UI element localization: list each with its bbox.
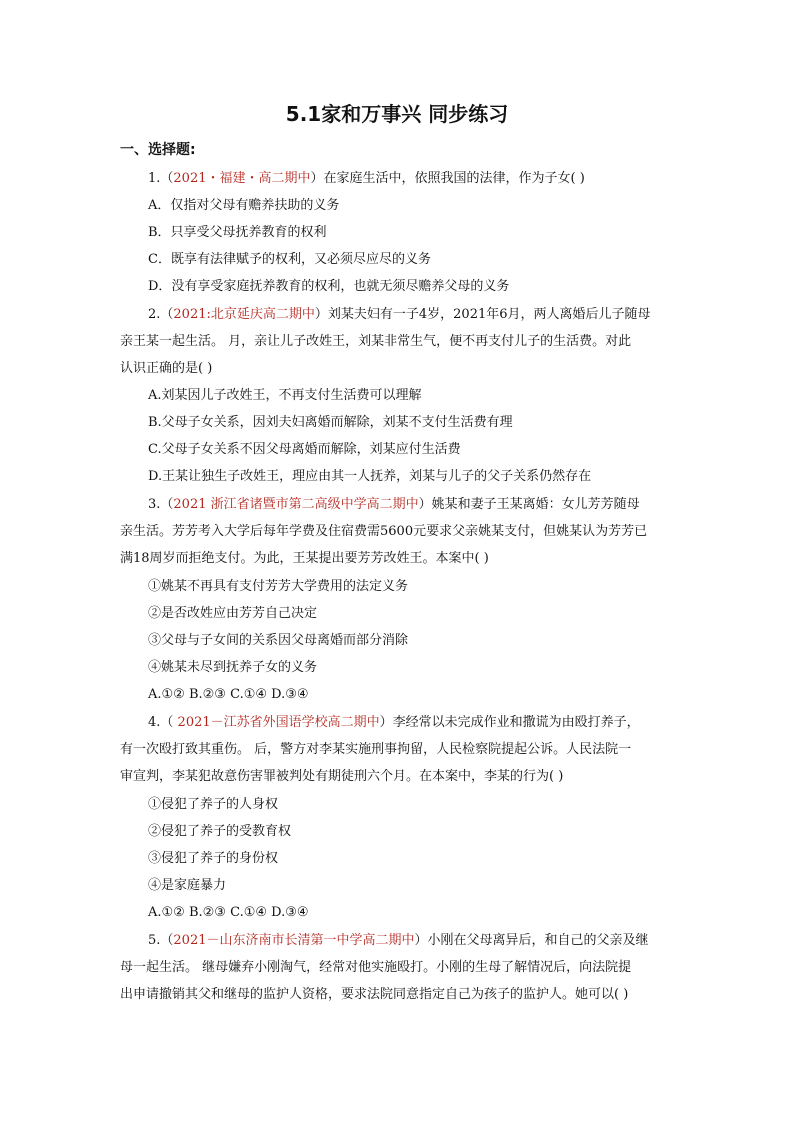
question-3-stem-cont: 满18周岁而拒绝支付。为此，王某提出要芳芳改姓王。本案中( ) [120,551,489,566]
option: B.父母子女关系，因刘夫妇离婚而解除，刘某不支付生活费有理 [148,415,513,430]
option: A．仅指对父母有赡养扶助的义务 [148,198,340,213]
question-4-stem-cont: 审宣判，李某犯故意伤害罪被判处有期徒刑六个月。在本案中，李某的行为( ) [120,769,564,784]
question-3-stem: 3.（2021 浙江省诸暨市第二高级中学高二期中）姚某和妻子王某离婚：女儿芳芳随母 [148,497,640,512]
question-number: 3.（ [148,497,174,512]
question-source: 2021:北京延庆高二期中 [173,307,315,322]
page-title: 5.1家和万事兴 同步练习 [285,102,509,126]
question-number: 1.（ [148,171,174,186]
option: ②是否改姓应由芳芳自己决定 [148,606,318,621]
option: ④是家庭暴力 [148,878,227,893]
question-source: 2021－江苏省外国语学校高二期中 [177,715,380,730]
question-number: 4.（ [148,715,178,730]
question-3-stem-cont: 亲生活。芳芳考入大学后每年学费及住宿费需5600元要求父亲姚某支付，但姚某认为芳芳已 [120,524,648,539]
question-5-stem: 5.（2021－山东济南市长清第一中学高二期中）小刚在父母离异后，和自己的父亲及继 [148,933,649,948]
answer-choices: A.①② B.②③ C.①④ D.③④ [148,687,309,702]
option: ②侵犯了养子的受教育权 [148,824,292,839]
question-source: 2021・福建・高二期中 [173,171,311,186]
option: ①姚某不再具有支付芳芳大学费用的法定义务 [148,579,409,594]
question-2-stem: 2.（2021:北京延庆高二期中）刘某夫妇有一子4岁，2021年6月，两人离婚后儿子随母 [148,307,651,322]
question-source: 2021－山东济南市长清第一中学高二期中 [173,933,415,948]
question-source: 2021 浙江省诸暨市第二高级中学高二期中 [173,497,419,512]
question-4-stem: 4.（ 2021－江苏省外国语学校高二期中）李经常以未完成作业和撒谎为由殴打养子， [148,715,640,730]
option: A.刘某因儿子改姓王，不再支付生活费可以理解 [148,388,422,403]
answer-choices: A.①② B.②③ C.①④ D.③④ [148,905,309,920]
question-2-stem-cont: 认识正确的是( ) [120,361,213,376]
question-1-stem: 1.（2021・福建・高二期中）在家庭生活中，依照我国的法律，作为子女( ) [148,171,585,186]
option: C.父母子女关系不因父母离婚而解除，刘某应付生活费 [148,442,461,457]
option: C．既享有法律赋予的权利，又必须尽应尽的义务 [148,252,431,267]
question-5-stem-cont: 母一起生活。 继母嫌弃小刚淘气，经常对他实施殴打。小刚的生母了解情况后，向法院提 [120,960,632,975]
question-number: 2.（ [148,307,174,322]
option: ③侵犯了养子的身份权 [148,851,279,866]
option: B．只享受父母抚养教育的权利 [148,225,327,240]
option: D．没有享受家庭抚养教育的权利，也就无须尽赡养父母的义务 [148,279,510,294]
option: ③父母与子女间的关系因父母离婚而部分消除 [148,633,409,648]
section-heading: 一、选择题: [120,142,196,158]
option: ④姚某未尽到抚养子女的义务 [148,660,318,675]
question-2-stem-cont: 亲王某一起生活。 月，亲让儿子改姓王，刘某非常生气，便不再支付儿子的生活费。对此 [120,334,632,349]
option: D.王某让独生子改姓王，理应由其一人抚养，刘某与儿子的父子关系仍然存在 [148,469,592,484]
question-5-stem-cont: 出申请撤销其父和继母的监护人资格，要求法院同意指定自己为孩子的监护人。她可以( ) [120,987,629,1002]
question-number: 5.（ [148,933,174,948]
question-4-stem-cont: 有一次殴打致其重伤。 后，警方对李某实施刑事拘留，人民检察院提起公诉。人民法院一 [120,742,632,757]
option: ①侵犯了养子的人身权 [148,797,279,812]
